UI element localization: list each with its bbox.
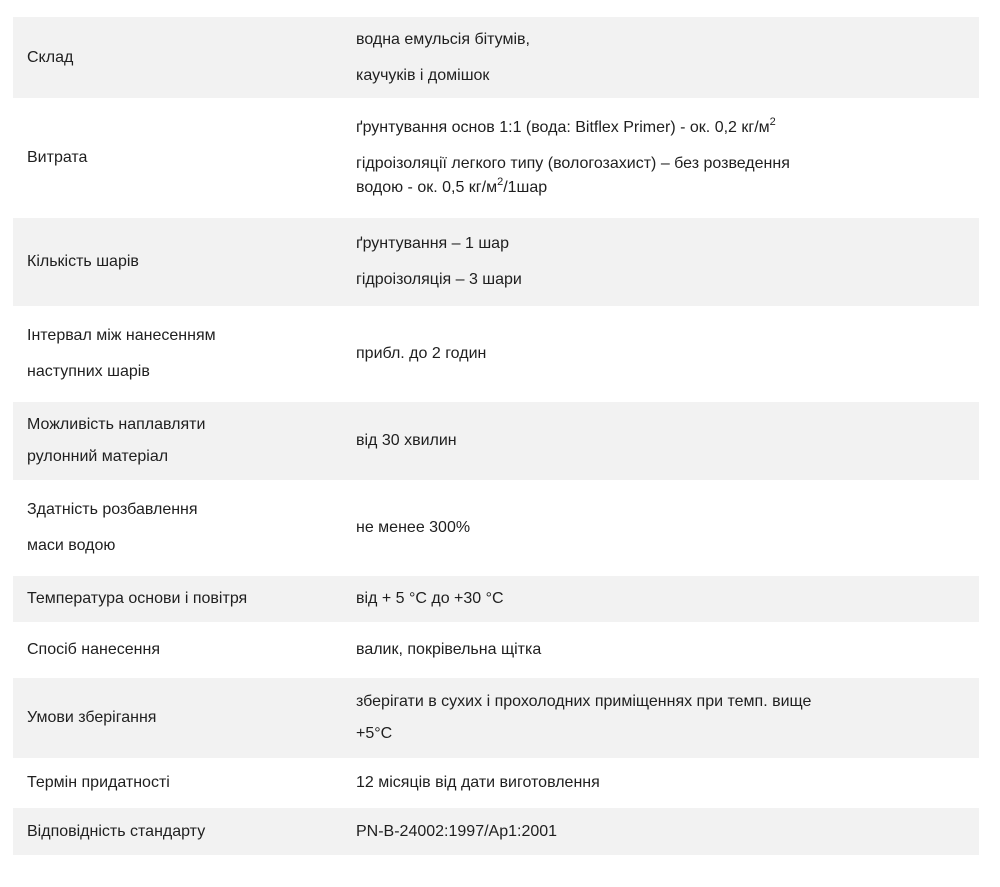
- table-row: [13, 677, 979, 759]
- row-value-text: ґрунтування основ 1:1 (вода: Bitflex Primer) - ок. 0,2 кг/м: [356, 119, 770, 136]
- row-label-cell: [13, 217, 356, 307]
- row-value-line: [356, 116, 959, 140]
- table-row: [13, 17, 979, 99]
- row-label: рулонний матеріал: [27, 448, 169, 465]
- table-row: [13, 217, 979, 307]
- row-label-cell: [13, 99, 356, 217]
- row-value-cell: [356, 807, 979, 855]
- row-value-cell: [356, 575, 979, 623]
- row-label: Умови зберігання: [27, 709, 157, 726]
- row-label-cell: [13, 759, 356, 807]
- spec-table: [13, 17, 979, 855]
- table-row: [13, 401, 979, 481]
- row-label-cell: [13, 575, 356, 623]
- table-row: [13, 807, 979, 855]
- row-value-line: 12 місяців від дати виготовлення: [356, 774, 600, 791]
- row-value-text: /1шар: [503, 179, 548, 196]
- row-value-cell: [356, 759, 979, 807]
- superscript: 2: [769, 115, 776, 128]
- table-row: [13, 759, 979, 807]
- row-value-line: каучуків і домішок: [356, 66, 490, 84]
- row-label: Термін придатності: [27, 774, 170, 791]
- row-value-line: водна емульсія бітумів,: [356, 30, 530, 48]
- row-value-cell: [356, 677, 979, 759]
- row-value-cell: [356, 217, 979, 307]
- table-row: [13, 481, 979, 575]
- superscript: 2: [497, 175, 504, 188]
- row-value-line: валик, покрівельна щітка: [356, 641, 542, 658]
- row-label-cell: [13, 401, 356, 481]
- row-label-cell: [13, 17, 356, 99]
- row-value-line: від + 5 °C до +30 °C: [356, 590, 504, 607]
- row-value-line: PN-B-24002:1997/Ap1:2001: [356, 822, 558, 840]
- row-label-cell: [13, 307, 356, 401]
- row-value-cell: [356, 401, 979, 481]
- table-row: [13, 307, 979, 401]
- row-value-line: від 30 хвилин: [356, 432, 457, 449]
- table-row: [13, 99, 979, 217]
- row-value-text: водою - ок. 0,5 кг/м: [356, 179, 498, 196]
- row-value-line: гідроізоляція – 3 шари: [356, 271, 522, 288]
- row-label: Можливість наплавляти: [27, 416, 206, 433]
- row-label-cell: [13, 481, 356, 575]
- row-label-cell: [13, 623, 356, 677]
- row-label: Інтервал між нанесенням: [27, 327, 216, 344]
- row-value-line: ґрунтування – 1 шар: [356, 235, 509, 252]
- row-value-line: +5°C: [356, 725, 393, 742]
- row-value-cell: [356, 17, 979, 99]
- row-value-cell: [356, 623, 979, 677]
- row-label: Кількість шарів: [27, 253, 139, 270]
- row-label: Температура основи і повітря: [27, 590, 248, 607]
- row-value-line: гідроізоляції легкого типу (вологозахист) – без розведення: [356, 155, 790, 172]
- row-value-cell: [356, 99, 979, 217]
- row-label: Здатність розбавлення: [27, 501, 198, 518]
- row-label: Витрата: [27, 149, 88, 166]
- row-label-cell: [13, 677, 356, 759]
- row-value-line: прибл. до 2 годин: [356, 345, 487, 362]
- row-value-cell: [356, 307, 979, 401]
- row-label: наступних шарів: [27, 363, 150, 380]
- table-row: [13, 623, 979, 677]
- row-label: Відповідність стандарту: [27, 822, 206, 840]
- row-value-line: не менее 300%: [356, 519, 471, 536]
- row-label: Склад: [27, 48, 74, 66]
- row-value-line: [356, 176, 959, 200]
- row-value-cell: [356, 481, 979, 575]
- clipped-top-text: [130, 0, 630, 6]
- row-label: Спосіб нанесення: [27, 641, 160, 658]
- row-value-line: зберігати в сухих і прохолодних приміщеннях при темп. вище: [356, 693, 812, 710]
- row-label-cell: [13, 807, 356, 855]
- row-label: маси водою: [27, 537, 116, 554]
- table-row: [13, 575, 979, 623]
